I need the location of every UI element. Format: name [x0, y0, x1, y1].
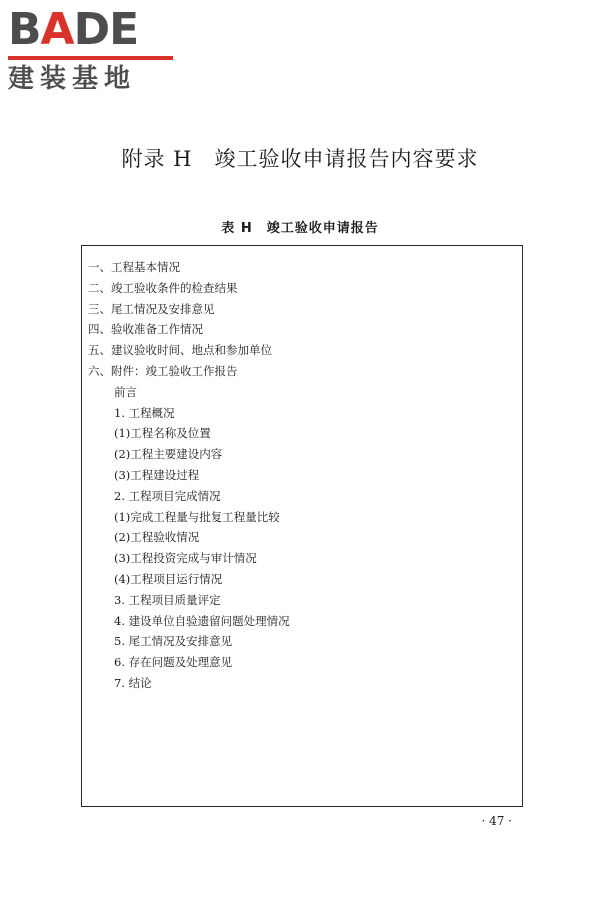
report-item: (3)工程建设过程	[114, 467, 200, 482]
report-item: 六、附件：竣工验收工作报告	[88, 363, 238, 378]
logo-letter-b: B	[8, 4, 41, 55]
report-table-box	[81, 245, 523, 807]
page-number: · 47 ·	[481, 814, 512, 828]
report-item: 四、验收准备工作情况	[88, 322, 203, 337]
report-item: 3. 工程项目质量评定	[114, 592, 221, 607]
report-item: 2. 工程项目完成情况	[114, 488, 221, 503]
report-item: 五、建议验收时间、地点和参加单位	[88, 343, 272, 358]
logo-underline	[8, 56, 173, 60]
report-item: 4. 建设单位自验遗留问题处理情况	[114, 613, 290, 628]
table-caption: 表 H 竣工验收申请报告	[221, 221, 379, 236]
report-item: (3)工程投资完成与审计情况	[114, 551, 257, 566]
bade-logo	[8, 6, 178, 96]
report-item: 1. 工程概况	[114, 405, 175, 420]
report-item: (1)完成工程量与批复工程量比较	[114, 509, 280, 524]
report-item: (4)工程项目运行情况	[114, 571, 223, 586]
report-item: 二、竣工验收条件的检查结果	[88, 280, 238, 295]
report-item: 6. 存在问题及处理意见	[114, 655, 233, 670]
logo-letter-a: A	[40, 4, 74, 55]
report-item: (2)工程验收情况	[114, 530, 200, 545]
report-item: 5. 尾工情况及安排意见	[114, 634, 233, 649]
report-item: 一、工程基本情况	[88, 260, 180, 274]
report-item: 三、尾工情况及安排意见	[88, 301, 215, 316]
logo-letters-de: DE	[73, 4, 139, 55]
report-item-list	[88, 257, 290, 694]
appendix-title: 附录 H 竣工验收申请报告内容要求	[121, 147, 479, 171]
report-item: (2)工程主要建设内容	[114, 447, 223, 462]
report-item: (1)工程名称及位置	[114, 426, 211, 441]
report-item: 7. 结论	[114, 675, 152, 690]
logo-subtitle: 建装基地	[8, 64, 137, 94]
logo-wordmark	[8, 6, 138, 54]
report-item: 前言	[114, 384, 137, 399]
